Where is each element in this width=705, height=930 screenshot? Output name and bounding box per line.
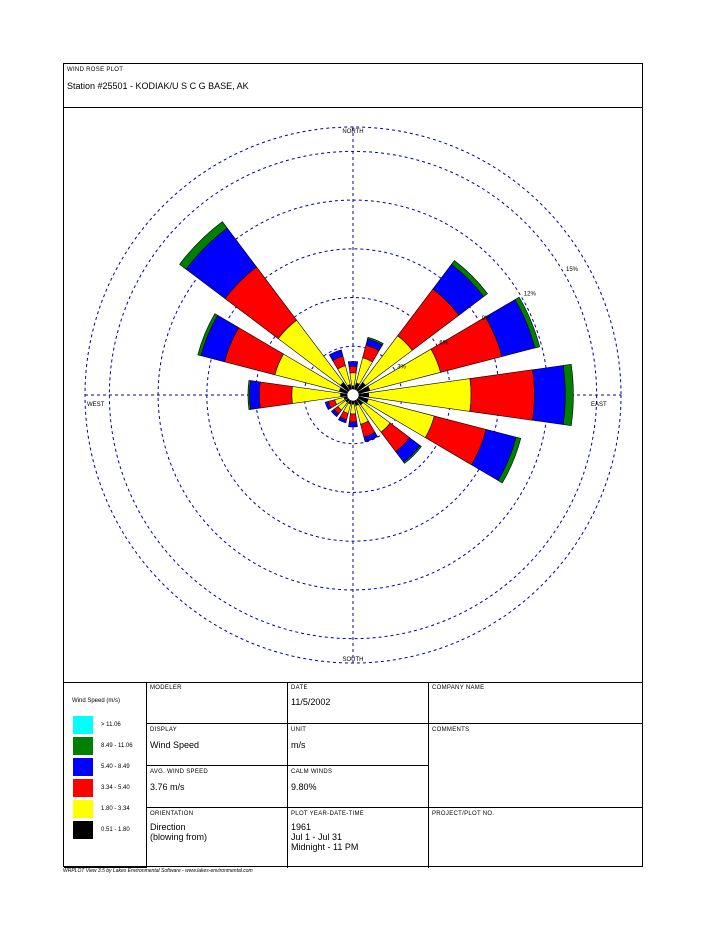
petal-N-bin-1 <box>350 373 356 386</box>
legend-label-0: > 11.06 <box>101 722 121 728</box>
modeler-label: MODELER <box>150 685 182 691</box>
display-cell <box>147 724 288 766</box>
legend-swatch-2 <box>73 758 93 776</box>
compass-label-north: NORTH <box>342 129 364 135</box>
avg-speed-cell <box>147 766 288 808</box>
legend-label-1: 8.49 - 11.06 <box>101 743 133 749</box>
orientation-value-line2: (blowing from) <box>150 832 208 842</box>
ring-label-0: 3% <box>397 364 406 371</box>
plot-type-label: WIND ROSE PLOT <box>67 67 124 73</box>
plot-date-range: Jul 1 - Jul 31 <box>291 832 343 842</box>
calm-winds-label: CALM WINDS <box>291 769 333 775</box>
avg-speed-label: AVG. WIND SPEED <box>150 769 209 775</box>
petal-E-bin-0 <box>359 393 369 397</box>
legend-label-2: 5.40 - 8.49 <box>101 764 130 770</box>
legend-swatch-1 <box>73 737 93 755</box>
info-table <box>64 682 642 868</box>
petal-N-bin-3 <box>348 361 357 366</box>
unit-value: m/s <box>291 740 306 750</box>
company-cell <box>429 682 643 724</box>
wind-rose-area <box>64 107 642 683</box>
unit-label: UNIT <box>291 727 307 733</box>
wind-rose-chart <box>64 107 642 682</box>
display-value: Wind Speed <box>150 740 200 750</box>
compass-label-west: WEST <box>87 402 105 408</box>
orientation-label: ORIENTATION <box>150 811 194 817</box>
orientation-value-line1: Direction <box>150 822 186 832</box>
orientation-cell <box>147 808 288 868</box>
petal-E-bin-3 <box>533 365 566 424</box>
ring-label-4: 15% <box>565 267 579 274</box>
ring-label-3: 12% <box>523 291 536 298</box>
legend-swatch-0 <box>73 716 93 734</box>
calm-winds-cell <box>288 766 429 808</box>
date-cell <box>288 682 429 724</box>
petal-W-bin-0 <box>341 393 348 396</box>
chart-petals <box>180 222 574 483</box>
petal-W-bin-3 <box>250 381 261 410</box>
modeler-cell <box>147 682 288 724</box>
legend-label-4: 1.80 - 3.34 <box>101 806 130 812</box>
comments-label: COMMENTS <box>432 727 470 733</box>
date-label: DATE <box>291 685 308 691</box>
report-header <box>64 64 642 108</box>
display-label: DISPLAY <box>150 727 177 733</box>
legend-title: Wind Speed (m/s) <box>72 698 121 704</box>
date-value: 11/5/2002 <box>291 697 331 707</box>
unit-cell <box>288 724 429 766</box>
petal-W-bin-2 <box>259 382 292 408</box>
petal-N-bin-0 <box>352 386 355 389</box>
comments-cell <box>429 724 643 808</box>
legend-swatch-4 <box>73 800 93 818</box>
legend-swatch-3 <box>73 779 93 797</box>
legend-label-5: 0.51 - 1.80 <box>101 827 130 833</box>
project-label: PROJECT/PLOT NO. <box>432 811 495 817</box>
report-frame <box>63 63 643 867</box>
legend-label-3: 3.34 - 5.40 <box>101 785 130 791</box>
petal-S-bin-0 <box>352 401 355 404</box>
petal-S-bin-2 <box>349 414 357 422</box>
petal-S-bin-3 <box>349 422 358 427</box>
petal-S-bin-1 <box>350 404 355 414</box>
calm-circle <box>347 389 359 401</box>
petal-E-bin-2 <box>470 370 534 420</box>
compass-label-south: SOUTH <box>342 657 364 663</box>
ring-label-2: 9% <box>481 315 491 322</box>
calm-winds-value: 9.80% <box>291 782 317 792</box>
petal-N-bin-2 <box>349 366 357 373</box>
company-label: COMPANY NAME <box>432 685 485 691</box>
station-title: Station #25501 - KODIAK/U S C G BASE, AK <box>67 81 249 91</box>
plot-year-label: PLOT YEAR-DATE-TIME <box>291 811 365 817</box>
ring-label-1: 6% <box>439 340 449 347</box>
avg-speed-value: 3.76 m/s <box>150 782 185 792</box>
plot-time-range: Midnight - 11 PM <box>291 842 359 852</box>
software-credit: WRPLOT View 3.5 by Lakes Environmental Software - www.lakes-environmental.com <box>63 868 253 874</box>
legend-swatch-5 <box>73 821 93 839</box>
plot-year-value: 1961 <box>291 822 312 832</box>
legend-cell <box>64 682 147 868</box>
plot-year-cell <box>288 808 429 868</box>
project-cell <box>429 808 643 868</box>
compass-label-east: EAST <box>591 402 607 408</box>
